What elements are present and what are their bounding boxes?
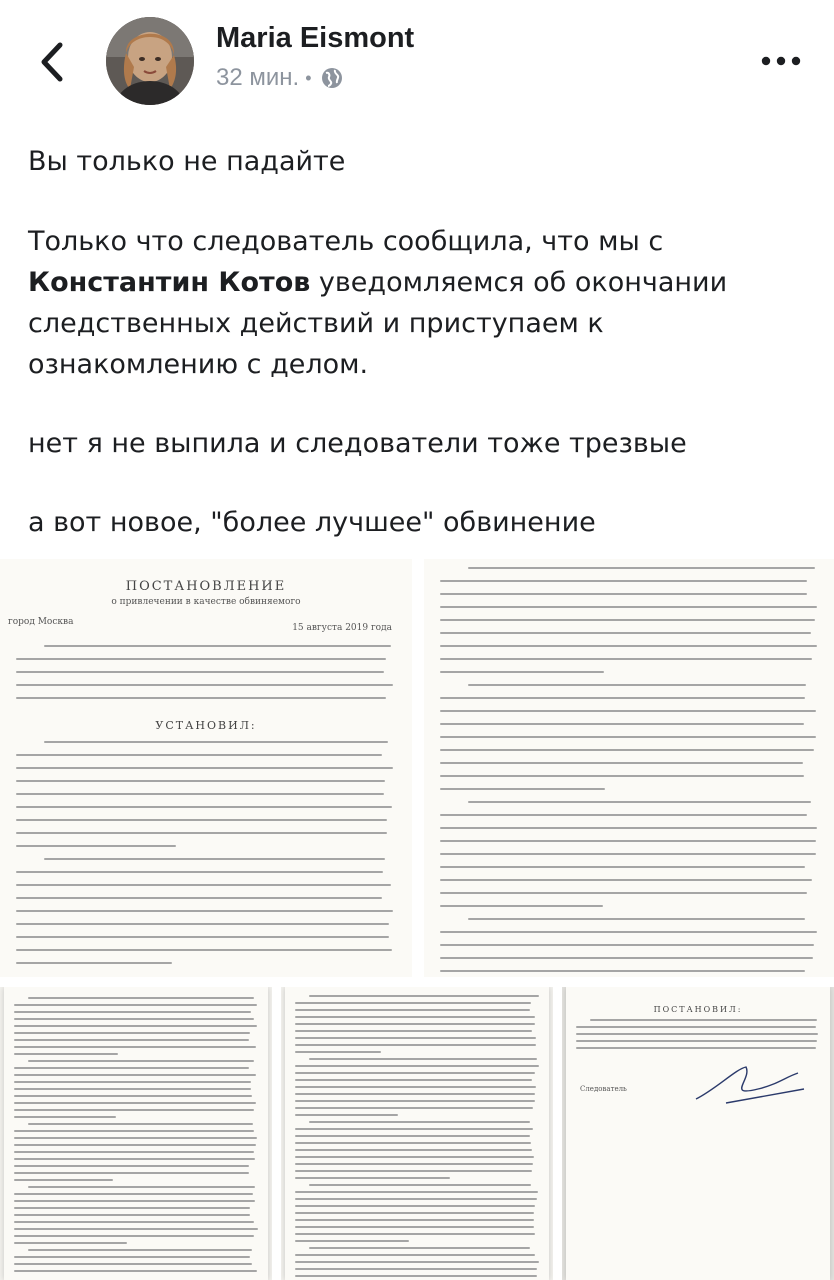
- text-line: [576, 1026, 816, 1028]
- text-line: [14, 1214, 250, 1216]
- text-line: [16, 780, 385, 782]
- text-line: [440, 853, 816, 855]
- text-line: [295, 1114, 398, 1116]
- text-line: [295, 1233, 535, 1235]
- text-line: [28, 1249, 252, 1251]
- text-line: [468, 918, 805, 920]
- document-page: [566, 987, 830, 1280]
- text-line: [16, 793, 384, 795]
- text-line: [590, 1019, 817, 1021]
- text-line: [295, 1065, 539, 1067]
- post-line-5: ознакомлению с делом.: [28, 349, 369, 380]
- ellipsis-icon: [761, 56, 801, 66]
- text-line: [295, 1191, 538, 1193]
- text-line: [14, 1102, 256, 1104]
- text-line: [295, 1219, 534, 1221]
- text-line: [440, 606, 817, 608]
- text-line: [295, 1016, 535, 1018]
- text-line: [16, 923, 389, 925]
- text-line: [440, 944, 814, 946]
- text-line: [14, 1074, 256, 1076]
- text-line: [16, 754, 382, 756]
- text-line: [440, 593, 807, 595]
- text-line: [28, 1186, 255, 1188]
- avatar[interactable]: [106, 17, 194, 105]
- post-line-2: Только что следователь сообщила, что мы с: [28, 226, 664, 257]
- text-line: [14, 1116, 116, 1118]
- text-line: [440, 866, 805, 868]
- text-line: [16, 845, 176, 847]
- text-line: [28, 1123, 253, 1125]
- document-section: УСТАНОВИЛ:: [155, 719, 257, 732]
- text-line: [295, 1240, 409, 1242]
- back-button[interactable]: [28, 36, 76, 88]
- text-line: [44, 741, 388, 743]
- post-line-1: Вы только не падайте: [28, 146, 346, 177]
- text-line: [14, 1018, 254, 1020]
- document-subtitle: о привлечении в качестве обвиняемого: [111, 597, 301, 607]
- text-line: [440, 814, 807, 816]
- text-line: [295, 1023, 535, 1025]
- document-page: [424, 559, 834, 977]
- text-line: [576, 1040, 817, 1042]
- text-line: [16, 936, 389, 938]
- text-line: [440, 957, 813, 959]
- text-line: [440, 879, 812, 881]
- document-page: [4, 987, 268, 1280]
- text-line: [16, 819, 387, 821]
- text-line: [14, 1130, 254, 1132]
- text-line: [440, 710, 816, 712]
- text-line: [440, 749, 814, 751]
- text-line: [16, 910, 393, 912]
- text-line: [295, 1142, 531, 1144]
- document-page: [285, 987, 549, 1280]
- text-line: [295, 1261, 539, 1263]
- text-line: [14, 1053, 118, 1055]
- text-line: [44, 858, 385, 860]
- text-line: [16, 871, 383, 873]
- text-line: [295, 1163, 533, 1165]
- text-line: [14, 1228, 258, 1230]
- text-line: [468, 801, 811, 803]
- text-line: [295, 1135, 530, 1137]
- text-line: [295, 1009, 530, 1011]
- text-line: [14, 1235, 254, 1237]
- document-title: ПОСТАНОВЛЕНИЕ: [125, 579, 287, 594]
- author-name[interactable]: Maria Eismont: [216, 22, 415, 54]
- document-photo-5[interactable]: [562, 987, 834, 1280]
- photo-grid: [0, 559, 834, 1280]
- text-line: [309, 1058, 537, 1060]
- text-line: [440, 645, 817, 647]
- document-photo-2[interactable]: [424, 559, 834, 977]
- text-line: [440, 671, 604, 673]
- text-line: [440, 697, 805, 699]
- text-line: [309, 1184, 531, 1186]
- text-line: [440, 632, 811, 634]
- text-line: [295, 1198, 537, 1200]
- text-line: [14, 1032, 250, 1034]
- text-line: [440, 892, 807, 894]
- text-line: [14, 1221, 254, 1223]
- text-line: [309, 1247, 530, 1249]
- text-line: [309, 995, 539, 997]
- text-line: [295, 1107, 533, 1109]
- text-line: [14, 1263, 252, 1265]
- post-header: [0, 0, 834, 120]
- text-line: [295, 1212, 534, 1214]
- text-line: [440, 840, 816, 842]
- post-line-4: следственных действий и приступаем к: [28, 308, 604, 339]
- document-page: [0, 559, 412, 977]
- text-line: [14, 1200, 255, 1202]
- text-line: [295, 1037, 536, 1039]
- text-line: [16, 684, 393, 686]
- text-line: [295, 1030, 532, 1032]
- text-line: [16, 962, 172, 964]
- signature-label: Следователь: [580, 1085, 627, 1093]
- text-line: [295, 1177, 450, 1179]
- text-line: [440, 905, 603, 907]
- text-line: [468, 684, 806, 686]
- text-line: [295, 1149, 532, 1151]
- text-line: [14, 1193, 253, 1195]
- text-line: [440, 762, 803, 764]
- text-line: [14, 1109, 254, 1111]
- text-line: [295, 1086, 536, 1088]
- text-line: [576, 1033, 818, 1035]
- text-line: [16, 897, 382, 899]
- post-line-7: а вот новое, "более лучшее" обвинение: [28, 507, 596, 538]
- text-line: [14, 1067, 249, 1069]
- text-line: [440, 658, 812, 660]
- document-photo-3[interactable]: [0, 987, 272, 1280]
- text-line: [44, 645, 391, 647]
- text-line: [14, 1256, 250, 1258]
- text-line: [440, 931, 817, 933]
- text-line: [295, 1128, 533, 1130]
- text-line: [295, 1226, 534, 1228]
- text-line: [14, 1039, 249, 1041]
- text-line: [295, 1254, 535, 1256]
- document-city: город Москва: [8, 617, 74, 627]
- document-photo-4[interactable]: [281, 987, 553, 1280]
- text-line: [16, 884, 391, 886]
- text-line: [14, 1095, 252, 1097]
- text-line: [16, 658, 386, 660]
- text-line: [295, 1268, 537, 1270]
- text-line: [468, 567, 815, 569]
- text-line: [16, 697, 386, 699]
- avatar-image: [106, 17, 194, 105]
- text-line: [295, 1100, 535, 1102]
- text-line: [440, 723, 804, 725]
- text-line: [295, 1002, 531, 1004]
- text-line: [14, 1242, 127, 1244]
- chevron-left-icon: [39, 42, 65, 82]
- text-line: [295, 1093, 535, 1095]
- globe-icon: [320, 66, 344, 90]
- text-line: [440, 827, 817, 829]
- text-line: [16, 832, 387, 834]
- document-date: 15 августа 2019 года: [292, 623, 392, 633]
- text-line: [14, 1158, 255, 1160]
- post-line-3: [28, 263, 727, 302]
- document-title: ПОСТАНОВИЛ:: [653, 1005, 743, 1014]
- text-line: [14, 1172, 249, 1174]
- text-line: [14, 1011, 251, 1013]
- text-line: [440, 580, 807, 582]
- text-line: [295, 1079, 532, 1081]
- separator-dot: •: [305, 67, 312, 88]
- text-line: [295, 1072, 535, 1074]
- text-line: [440, 736, 816, 738]
- text-line: [14, 1144, 256, 1146]
- text-line: [14, 1207, 250, 1209]
- text-line: [440, 788, 605, 790]
- text-line: [14, 1004, 257, 1006]
- text-line: [440, 970, 805, 972]
- text-line: [14, 1088, 251, 1090]
- text-line: [14, 1151, 254, 1153]
- timestamp[interactable]: 32 мин.: [216, 64, 300, 91]
- text-line: [16, 671, 384, 673]
- text-line: [295, 1156, 534, 1158]
- text-line: [14, 1137, 257, 1139]
- text-line: [14, 1270, 257, 1272]
- text-line: [295, 1170, 532, 1172]
- text-line: [14, 1081, 251, 1083]
- text-line: [14, 1165, 249, 1167]
- text-line: [576, 1047, 816, 1049]
- text-line: [16, 949, 392, 951]
- text-line: [440, 775, 804, 777]
- text-line: [295, 1044, 536, 1046]
- more-options-button[interactable]: [756, 48, 806, 74]
- text-line: [28, 1060, 254, 1062]
- post-meta: [216, 64, 344, 92]
- text-line: [295, 1205, 535, 1207]
- text-line: [309, 1121, 530, 1123]
- text-line: [295, 1275, 537, 1277]
- text-line: [16, 806, 392, 808]
- document-photo-1[interactable]: [0, 559, 412, 977]
- text-line: [16, 767, 393, 769]
- text-line: [14, 1046, 256, 1048]
- signature-image: [686, 1059, 806, 1109]
- text-line: [14, 1025, 257, 1027]
- post-line-6: нет я не выпила и следователи тоже трезвые: [28, 428, 687, 459]
- text-line: [295, 1051, 381, 1053]
- text-line: [14, 1179, 113, 1181]
- mentioned-name[interactable]: Константин Котов: [28, 267, 311, 298]
- text-line: [440, 619, 815, 621]
- post-line-3-rest: уведомляемся об окончании: [310, 267, 728, 298]
- text-line: [28, 997, 254, 999]
